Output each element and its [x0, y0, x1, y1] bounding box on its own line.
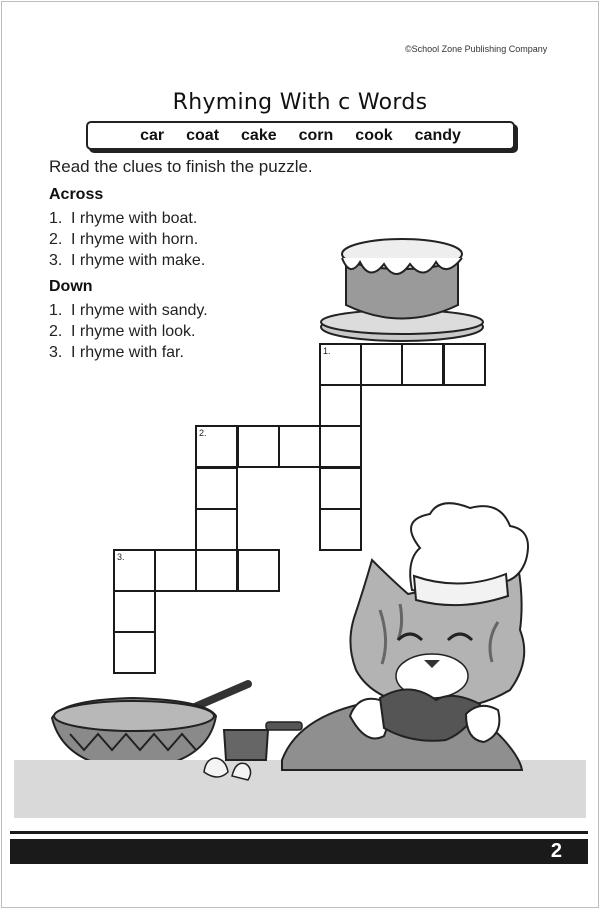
crossword-cell[interactable]: [319, 384, 362, 427]
crossword-cell[interactable]: [154, 549, 197, 592]
clue-text: I rhyme with horn.: [71, 231, 199, 248]
word-bank-word: corn: [298, 126, 334, 144]
crossword-cell-number: 2.: [199, 428, 207, 438]
clue-text: I rhyme with far.: [71, 344, 184, 361]
clue-number: 1.: [49, 210, 63, 227]
word-bank-word: car: [140, 126, 165, 144]
crossword-cell[interactable]: [360, 343, 403, 386]
crossword-cell[interactable]: [278, 425, 321, 468]
page-number: 2: [550, 840, 562, 862]
crossword-cell[interactable]: [319, 425, 362, 468]
clue-number: 2.: [49, 323, 63, 340]
down-heading: Down: [49, 278, 93, 295]
word-bank-word: cook: [355, 126, 393, 144]
footer-rule: [10, 831, 588, 834]
crossword-cell[interactable]: [319, 343, 362, 386]
page-title: Rhyming With c Words: [172, 90, 428, 115]
word-bank-word: coat: [186, 126, 220, 144]
crossword-cell[interactable]: [443, 343, 486, 386]
footer-bar: [10, 839, 588, 864]
word-bank-word: cake: [241, 126, 277, 144]
crossword-cell[interactable]: [237, 549, 280, 592]
clue-text: I rhyme with look.: [71, 323, 196, 340]
across-heading: Across: [49, 186, 104, 203]
crossword-cell[interactable]: [113, 631, 156, 674]
crossword-cell[interactable]: [113, 590, 156, 633]
crossword-cell[interactable]: [237, 425, 280, 468]
crossword-cell[interactable]: [319, 467, 362, 510]
word-bank-word: candy: [414, 126, 461, 144]
crossword-cell[interactable]: [195, 508, 238, 551]
crossword-cell-number: 1.: [323, 346, 331, 356]
clue-text: I rhyme with make.: [71, 252, 206, 269]
copyright-notice: ©School Zone Publishing Company: [405, 44, 548, 54]
clue-number: 3.: [49, 344, 63, 361]
clue-number: 1.: [49, 302, 63, 319]
clue-number: 3.: [49, 252, 63, 269]
crossword-cell[interactable]: [319, 508, 362, 551]
crossword-cell[interactable]: [195, 425, 238, 468]
crossword-cell[interactable]: [195, 467, 238, 510]
clue-text: I rhyme with boat.: [71, 210, 198, 227]
crossword-cell-number: 3.: [117, 552, 125, 562]
crossword-cell[interactable]: [401, 343, 444, 386]
clue-text: I rhyme with sandy.: [71, 302, 208, 319]
clue-number: 2.: [49, 231, 63, 248]
cake-illustration: [321, 239, 483, 341]
crossword-cell[interactable]: [113, 549, 156, 592]
crossword-cell[interactable]: [195, 549, 238, 592]
instructions: Read the clues to finish the puzzle.: [49, 157, 313, 176]
